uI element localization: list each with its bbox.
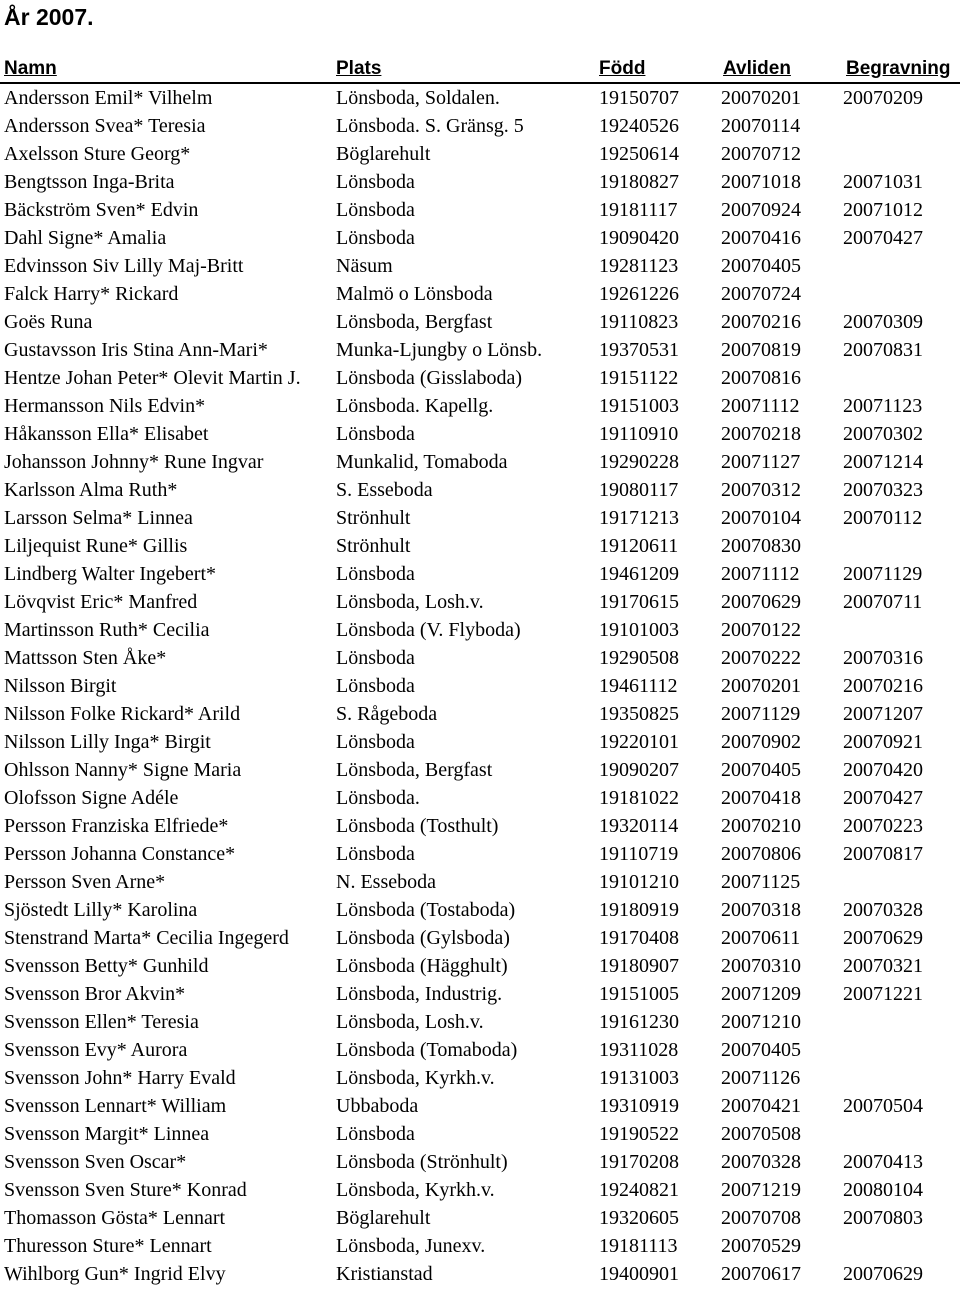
cell-died: 20070328 bbox=[721, 1151, 801, 1173]
cell-name: Thomasson Gösta* Lennart bbox=[4, 1207, 226, 1229]
cell-died: 20070902 bbox=[721, 731, 801, 753]
cell-name: Wihlborg Gun* Ingrid Elvy bbox=[4, 1263, 226, 1285]
column-header-burial: Begravning bbox=[846, 58, 951, 79]
cell-born: 19310919 bbox=[599, 1095, 679, 1117]
cell-born: 19151005 bbox=[599, 983, 679, 1005]
cell-born: 19180827 bbox=[599, 171, 679, 193]
cell-died: 20070318 bbox=[721, 899, 801, 921]
cell-died: 20070529 bbox=[721, 1235, 801, 1257]
cell-name: Persson Johanna Constance* bbox=[4, 843, 236, 865]
cell-place: Lönsboda (Tomaboda) bbox=[336, 1039, 518, 1061]
cell-name: Axelsson Sture Georg* bbox=[4, 143, 191, 165]
cell-died: 20070816 bbox=[721, 367, 801, 389]
cell-name: Bäckström Sven* Edvin bbox=[4, 199, 199, 221]
cell-place: S. Rågeboda bbox=[336, 703, 438, 725]
cell-name: Falck Harry* Rickard bbox=[4, 283, 179, 305]
cell-name: Håkansson Ella* Elisabet bbox=[4, 423, 209, 445]
cell-died: 20071018 bbox=[721, 171, 801, 193]
table-row bbox=[0, 1148, 960, 1176]
cell-place: Strönhult bbox=[336, 507, 411, 529]
cell-born: 19120611 bbox=[599, 535, 679, 557]
cell-died: 20071112 bbox=[721, 563, 800, 585]
cell-place: Lönsboda (Gisslaboda) bbox=[336, 367, 523, 389]
table-row bbox=[0, 168, 960, 196]
cell-place: Näsum bbox=[336, 255, 393, 277]
cell-born: 19150707 bbox=[599, 87, 679, 109]
cell-born: 19181113 bbox=[599, 1235, 678, 1257]
cell-place: Lönsboda, Bergfast bbox=[336, 311, 493, 333]
cell-name: Goës Runa bbox=[4, 311, 93, 333]
table-row bbox=[0, 644, 960, 672]
cell-place: Lönsboda (Gylsboda) bbox=[336, 927, 510, 949]
table-row bbox=[0, 84, 960, 112]
cell-burial: 20070504 bbox=[843, 1095, 923, 1117]
cell-born: 19080117 bbox=[599, 479, 679, 501]
cell-born: 19110719 bbox=[599, 843, 679, 865]
cell-died: 20070724 bbox=[721, 283, 801, 305]
cell-born: 19170615 bbox=[599, 591, 679, 613]
cell-place: Lönsboda, Soldalen. bbox=[336, 87, 500, 109]
cell-burial: 20070711 bbox=[843, 591, 923, 613]
cell-name: Svensson Sven Sture* Konrad bbox=[4, 1179, 247, 1201]
table-row bbox=[0, 896, 960, 924]
cell-burial: 20070817 bbox=[843, 843, 923, 865]
cell-born: 19180907 bbox=[599, 955, 679, 977]
cell-born: 19181022 bbox=[599, 787, 679, 809]
table-row bbox=[0, 616, 960, 644]
cell-place: Böglarehult bbox=[336, 143, 431, 165]
cell-name: Svensson Ellen* Teresia bbox=[4, 1011, 199, 1033]
cell-died: 20070611 bbox=[721, 927, 801, 949]
cell-died: 20071112 bbox=[721, 395, 800, 417]
table-row bbox=[0, 560, 960, 588]
cell-born: 19101003 bbox=[599, 619, 679, 641]
cell-name: Svensson Lennart* William bbox=[4, 1095, 227, 1117]
cell-name: Lindberg Walter Ingebert* bbox=[4, 563, 217, 585]
cell-place: Lönsboda bbox=[336, 843, 415, 865]
cell-place: Lönsboda. Kapellg. bbox=[336, 395, 494, 417]
table-row bbox=[0, 140, 960, 168]
cell-burial: 20070321 bbox=[843, 955, 923, 977]
cell-name: Martinsson Ruth* Cecilia bbox=[4, 619, 210, 641]
cell-died: 20071125 bbox=[721, 871, 801, 893]
cell-born: 19131003 bbox=[599, 1067, 679, 1089]
cell-died: 20070310 bbox=[721, 955, 801, 977]
cell-born: 19170208 bbox=[599, 1151, 679, 1173]
cell-name: Andersson Svea* Teresia bbox=[4, 115, 206, 137]
cell-name: Persson Sven Arne* bbox=[4, 871, 166, 893]
cell-died: 20070830 bbox=[721, 535, 801, 557]
cell-died: 20070617 bbox=[721, 1263, 801, 1285]
cell-died: 20071210 bbox=[721, 1011, 801, 1033]
cell-place: Lönsboda bbox=[336, 563, 415, 585]
cell-born: 19240526 bbox=[599, 115, 679, 137]
table-row bbox=[0, 812, 960, 840]
cell-died: 20070405 bbox=[721, 1039, 801, 1061]
cell-name: Persson Franziska Elfriede* bbox=[4, 815, 229, 837]
column-header-place: Plats bbox=[336, 58, 382, 79]
column-header-born: Född bbox=[599, 58, 646, 79]
cell-name: Larsson Selma* Linnea bbox=[4, 507, 193, 529]
cell-born: 19110823 bbox=[599, 311, 679, 333]
cell-place: Lönsboda, Kyrkh.v. bbox=[336, 1067, 495, 1089]
cell-place: Munka-Ljungby o Lönsb. bbox=[336, 339, 543, 361]
table-row bbox=[0, 588, 960, 616]
cell-died: 20070218 bbox=[721, 423, 801, 445]
cell-name: Johansson Johnny* Rune Ingvar bbox=[4, 451, 264, 473]
table-row bbox=[0, 308, 960, 336]
cell-burial: 20070803 bbox=[843, 1207, 923, 1229]
cell-born: 19170408 bbox=[599, 927, 679, 949]
cell-died: 20070201 bbox=[721, 675, 801, 697]
cell-burial: 20070216 bbox=[843, 675, 923, 697]
cell-place: N. Esseboda bbox=[336, 871, 436, 893]
cell-burial: 20070629 bbox=[843, 927, 923, 949]
cell-place: Lönsboda, Bergfast bbox=[336, 759, 493, 781]
cell-died: 20070405 bbox=[721, 759, 801, 781]
cell-died: 20071129 bbox=[721, 703, 801, 725]
cell-name: Svensson Evy* Aurora bbox=[4, 1039, 188, 1061]
table-row bbox=[0, 392, 960, 420]
table-row bbox=[0, 672, 960, 700]
table-row bbox=[0, 1064, 960, 1092]
cell-burial: 20070427 bbox=[843, 227, 923, 249]
column-header-died: Avliden bbox=[723, 58, 791, 79]
cell-name: Karlsson Alma Ruth* bbox=[4, 479, 178, 501]
table-row bbox=[0, 420, 960, 448]
cell-name: Nilsson Folke Rickard* Arild bbox=[4, 703, 241, 725]
cell-born: 19261226 bbox=[599, 283, 679, 305]
cell-place: Lönsboda bbox=[336, 731, 415, 753]
cell-born: 19250614 bbox=[599, 143, 679, 165]
cell-died: 20071126 bbox=[721, 1067, 801, 1089]
cell-died: 20070114 bbox=[721, 115, 801, 137]
cell-place: Lönsboda (Tosthult) bbox=[336, 815, 499, 837]
cell-name: Ohlsson Nanny* Signe Maria bbox=[4, 759, 242, 781]
cell-name: Nilsson Lilly Inga* Birgit bbox=[4, 731, 211, 753]
table-row bbox=[0, 756, 960, 784]
cell-name: Svensson Betty* Gunhild bbox=[4, 955, 209, 977]
table-row bbox=[0, 196, 960, 224]
cell-born: 19281123 bbox=[599, 255, 679, 277]
cell-died: 20071127 bbox=[721, 451, 801, 473]
cell-place: Lönsboda (Strönhult) bbox=[336, 1151, 508, 1173]
cell-name: Nilsson Birgit bbox=[4, 675, 117, 697]
table-row bbox=[0, 280, 960, 308]
table-row bbox=[0, 1120, 960, 1148]
cell-place: Böglarehult bbox=[336, 1207, 431, 1229]
table-row bbox=[0, 840, 960, 868]
cell-place: Strönhult bbox=[336, 535, 411, 557]
table-row bbox=[0, 1176, 960, 1204]
cell-born: 19320605 bbox=[599, 1207, 679, 1229]
table-header bbox=[0, 56, 960, 84]
cell-burial: 20070112 bbox=[843, 507, 923, 529]
table-row bbox=[0, 504, 960, 532]
cell-died: 20070708 bbox=[721, 1207, 801, 1229]
cell-burial: 20071123 bbox=[843, 395, 923, 417]
cell-burial: 20071214 bbox=[843, 451, 923, 473]
cell-place: Lönsboda bbox=[336, 171, 415, 193]
cell-place: Ubbaboda bbox=[336, 1095, 419, 1117]
cell-died: 20071209 bbox=[721, 983, 801, 1005]
cell-place: Lönsboda (Hägghult) bbox=[336, 955, 508, 977]
cell-died: 20070216 bbox=[721, 311, 801, 333]
table-row bbox=[0, 252, 960, 280]
cell-born: 19400901 bbox=[599, 1263, 679, 1285]
table-row bbox=[0, 784, 960, 812]
cell-born: 19320114 bbox=[599, 815, 679, 837]
cell-place: Lönsboda, Losh.v. bbox=[336, 1011, 484, 1033]
cell-burial: 20071129 bbox=[843, 563, 923, 585]
cell-place: Lönsboda bbox=[336, 423, 415, 445]
cell-burial: 20071031 bbox=[843, 171, 923, 193]
cell-born: 19290228 bbox=[599, 451, 679, 473]
cell-place: Munkalid, Tomaboda bbox=[336, 451, 508, 473]
cell-place: Lönsboda bbox=[336, 227, 415, 249]
cell-name: Hermansson Nils Edvin* bbox=[4, 395, 206, 417]
cell-born: 19161230 bbox=[599, 1011, 679, 1033]
cell-died: 20070201 bbox=[721, 87, 801, 109]
column-header-name: Namn bbox=[4, 58, 57, 79]
cell-died: 20070508 bbox=[721, 1123, 801, 1145]
cell-burial: 20070629 bbox=[843, 1263, 923, 1285]
cell-born: 19110910 bbox=[599, 423, 679, 445]
cell-born: 19090207 bbox=[599, 759, 679, 781]
cell-place: Lönsboda bbox=[336, 1123, 415, 1145]
cell-born: 19240821 bbox=[599, 1179, 679, 1201]
cell-burial: 20070223 bbox=[843, 815, 923, 837]
cell-died: 20070712 bbox=[721, 143, 801, 165]
table-row bbox=[0, 1260, 960, 1288]
cell-born: 19190522 bbox=[599, 1123, 679, 1145]
table-row bbox=[0, 980, 960, 1008]
cell-name: Olofsson Signe Adéle bbox=[4, 787, 179, 809]
cell-died: 20070421 bbox=[721, 1095, 801, 1117]
cell-died: 20070405 bbox=[721, 255, 801, 277]
cell-place: Lönsboda, Kyrkh.v. bbox=[336, 1179, 495, 1201]
cell-born: 19350825 bbox=[599, 703, 679, 725]
cell-name: Sjöstedt Lilly* Karolina bbox=[4, 899, 198, 921]
cell-died: 20070222 bbox=[721, 647, 801, 669]
table-row bbox=[0, 924, 960, 952]
cell-born: 19461209 bbox=[599, 563, 679, 585]
cell-born: 19090420 bbox=[599, 227, 679, 249]
cell-burial: 20071207 bbox=[843, 703, 923, 725]
cell-burial: 20071221 bbox=[843, 983, 923, 1005]
cell-born: 19151122 bbox=[599, 367, 679, 389]
cell-place: Lönsboda bbox=[336, 199, 415, 221]
table-row bbox=[0, 112, 960, 140]
cell-burial: 20070309 bbox=[843, 311, 923, 333]
cell-died: 20070416 bbox=[721, 227, 801, 249]
cell-born: 19220101 bbox=[599, 731, 679, 753]
cell-place: Lönsboda, Industrig. bbox=[336, 983, 503, 1005]
cell-place: Lönsboda, Losh.v. bbox=[336, 591, 484, 613]
cell-name: Thuresson Sture* Lennart bbox=[4, 1235, 212, 1257]
cell-born: 19311028 bbox=[599, 1039, 679, 1061]
cell-died: 20070210 bbox=[721, 815, 801, 837]
table-row bbox=[0, 448, 960, 476]
cell-born: 19290508 bbox=[599, 647, 679, 669]
cell-burial: 20070316 bbox=[843, 647, 923, 669]
cell-burial: 20070302 bbox=[843, 423, 923, 445]
cell-born: 19370531 bbox=[599, 339, 679, 361]
cell-burial: 20070921 bbox=[843, 731, 923, 753]
table-row bbox=[0, 336, 960, 364]
table-row bbox=[0, 1036, 960, 1064]
cell-died: 20070122 bbox=[721, 619, 801, 641]
cell-burial: 20070427 bbox=[843, 787, 923, 809]
cell-died: 20071219 bbox=[721, 1179, 801, 1201]
cell-burial: 20070328 bbox=[843, 899, 923, 921]
cell-died: 20070806 bbox=[721, 843, 801, 865]
cell-burial: 20070323 bbox=[843, 479, 923, 501]
table-row bbox=[0, 532, 960, 560]
cell-name: Liljequist Rune* Gillis bbox=[4, 535, 188, 557]
table-row bbox=[0, 952, 960, 980]
cell-born: 19180919 bbox=[599, 899, 679, 921]
cell-died: 20070104 bbox=[721, 507, 801, 529]
cell-name: Hentze Johan Peter* Olevit Martin J. bbox=[4, 367, 301, 389]
cell-born: 19101210 bbox=[599, 871, 679, 893]
cell-burial: 20070420 bbox=[843, 759, 923, 781]
cell-place: Lönsboda bbox=[336, 675, 415, 697]
cell-died: 20070924 bbox=[721, 199, 801, 221]
cell-name: Svensson John* Harry Evald bbox=[4, 1067, 236, 1089]
table-row bbox=[0, 1092, 960, 1120]
cell-burial: 20080104 bbox=[843, 1179, 923, 1201]
cell-name: Stenstrand Marta* Cecilia Ingegerd bbox=[4, 927, 289, 949]
cell-place: Lönsboda, Junexv. bbox=[336, 1235, 486, 1257]
table-row bbox=[0, 1008, 960, 1036]
cell-name: Mattsson Sten Åke* bbox=[4, 647, 167, 669]
cell-name: Lövqvist Eric* Manfred bbox=[4, 591, 198, 613]
cell-name: Svensson Sven Oscar* bbox=[4, 1151, 187, 1173]
cell-born: 19151003 bbox=[599, 395, 679, 417]
cell-place: Malmö o Lönsboda bbox=[336, 283, 493, 305]
cell-died: 20070418 bbox=[721, 787, 801, 809]
cell-died: 20070629 bbox=[721, 591, 801, 613]
cell-born: 19171213 bbox=[599, 507, 679, 529]
cell-burial: 20070831 bbox=[843, 339, 923, 361]
cell-place: S. Esseboda bbox=[336, 479, 433, 501]
cell-name: Svensson Bror Akvin* bbox=[4, 983, 186, 1005]
cell-name: Gustavsson Iris Stina Ann-Mari* bbox=[4, 339, 268, 361]
cell-burial: 20070413 bbox=[843, 1151, 923, 1173]
table-row bbox=[0, 364, 960, 392]
table-row bbox=[0, 700, 960, 728]
table-row bbox=[0, 224, 960, 252]
cell-place: Lönsboda (Tostaboda) bbox=[336, 899, 516, 921]
cell-born: 19461112 bbox=[599, 675, 678, 697]
cell-burial: 20070209 bbox=[843, 87, 923, 109]
table-row bbox=[0, 868, 960, 896]
cell-place: Lönsboda. S. Gränsg. 5 bbox=[336, 115, 524, 137]
cell-died: 20070312 bbox=[721, 479, 801, 501]
cell-name: Andersson Emil* Vilhelm bbox=[4, 87, 213, 109]
cell-died: 20070819 bbox=[721, 339, 801, 361]
page-title: År 2007. bbox=[4, 4, 94, 30]
cell-burial: 20071012 bbox=[843, 199, 923, 221]
table-row bbox=[0, 1204, 960, 1232]
cell-place: Lönsboda (V. Flyboda) bbox=[336, 619, 521, 641]
cell-place: Lönsboda. bbox=[336, 787, 420, 809]
table-row bbox=[0, 728, 960, 756]
cell-place: Lönsboda bbox=[336, 647, 415, 669]
cell-name: Bengtsson Inga-Brita bbox=[4, 171, 175, 193]
cell-name: Dahl Signe* Amalia bbox=[4, 227, 167, 249]
cell-name: Svensson Margit* Linnea bbox=[4, 1123, 210, 1145]
table-row bbox=[0, 1232, 960, 1260]
table-row bbox=[0, 476, 960, 504]
cell-born: 19181117 bbox=[599, 199, 678, 221]
table-body bbox=[0, 84, 960, 1288]
cell-name: Edvinsson Siv Lilly Maj-Britt bbox=[4, 255, 244, 277]
cell-place: Kristianstad bbox=[336, 1263, 433, 1285]
